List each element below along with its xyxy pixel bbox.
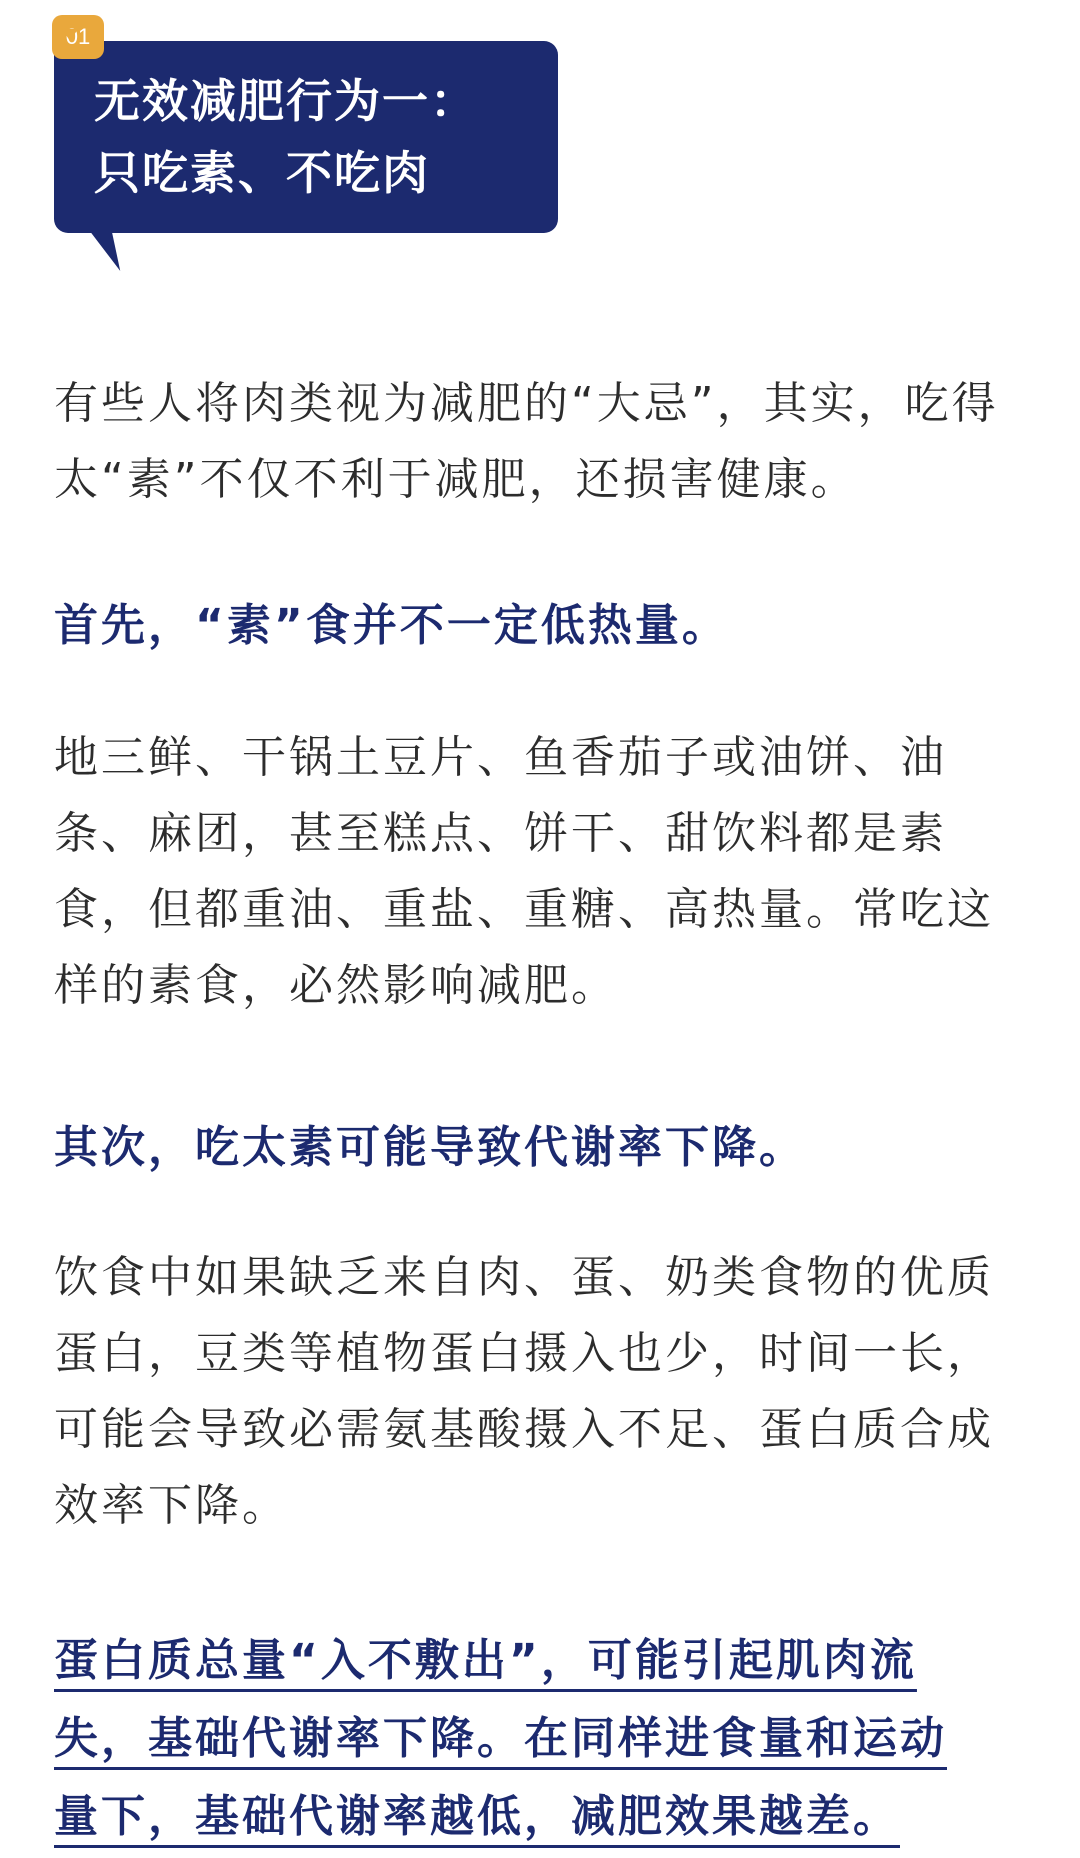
intro-paragraph: 有些人将肉类视为减肥的“大忌”，其实，吃得太“素”不仅不利于减肥，还损害健康。	[54, 378, 999, 505]
point-heading-1: 首先，“素”食并不一定低热量。	[54, 600, 729, 651]
section-number-badge	[52, 15, 104, 59]
point-1-paragraph: 地三鲜、干锅土豆片、鱼香茄子或油饼、油条、麻团，甚至糕点、饼干、甜饮料都是素食，但都重油、重盐、重糖、高热量。常吃这样的素食，必然影响减肥。	[54, 732, 994, 1011]
badge-tail	[62, 29, 78, 41]
title-callout	[54, 24, 558, 233]
emphasis-text-2: 失，基础代谢率下降。在同样进食量和运动	[54, 1713, 947, 1764]
point-heading-2: 其次，吃太素可能导致代谢率下降。	[54, 1122, 806, 1173]
emphasis-text-3: 量下，基础代谢率越低，减肥效果越差。	[54, 1791, 900, 1842]
callout-tail	[90, 231, 121, 271]
emphasis-line-1	[54, 1622, 1030, 1700]
emphasis-text-1: 蛋白质总量“入不敷出”，可能引起肌肉流	[54, 1635, 917, 1686]
emphasis-line-2	[54, 1700, 1030, 1778]
emphasis-line-3	[54, 1778, 1030, 1856]
point-2-paragraph: 饮食中如果缺乏来自肉、蛋、奶类食物的优质蛋白，豆类等植物蛋白摄入也少，时间一长，可能会导致必需氨基酸摄入不足、蛋白质合成效率下降。	[54, 1252, 994, 1531]
section-number: 01	[65, 24, 91, 49]
title-line-1: 无效减肥行为一：	[94, 74, 478, 128]
emphasis-block	[54, 1622, 1030, 1856]
title-line-2: 只吃素、不吃肉	[94, 146, 430, 200]
